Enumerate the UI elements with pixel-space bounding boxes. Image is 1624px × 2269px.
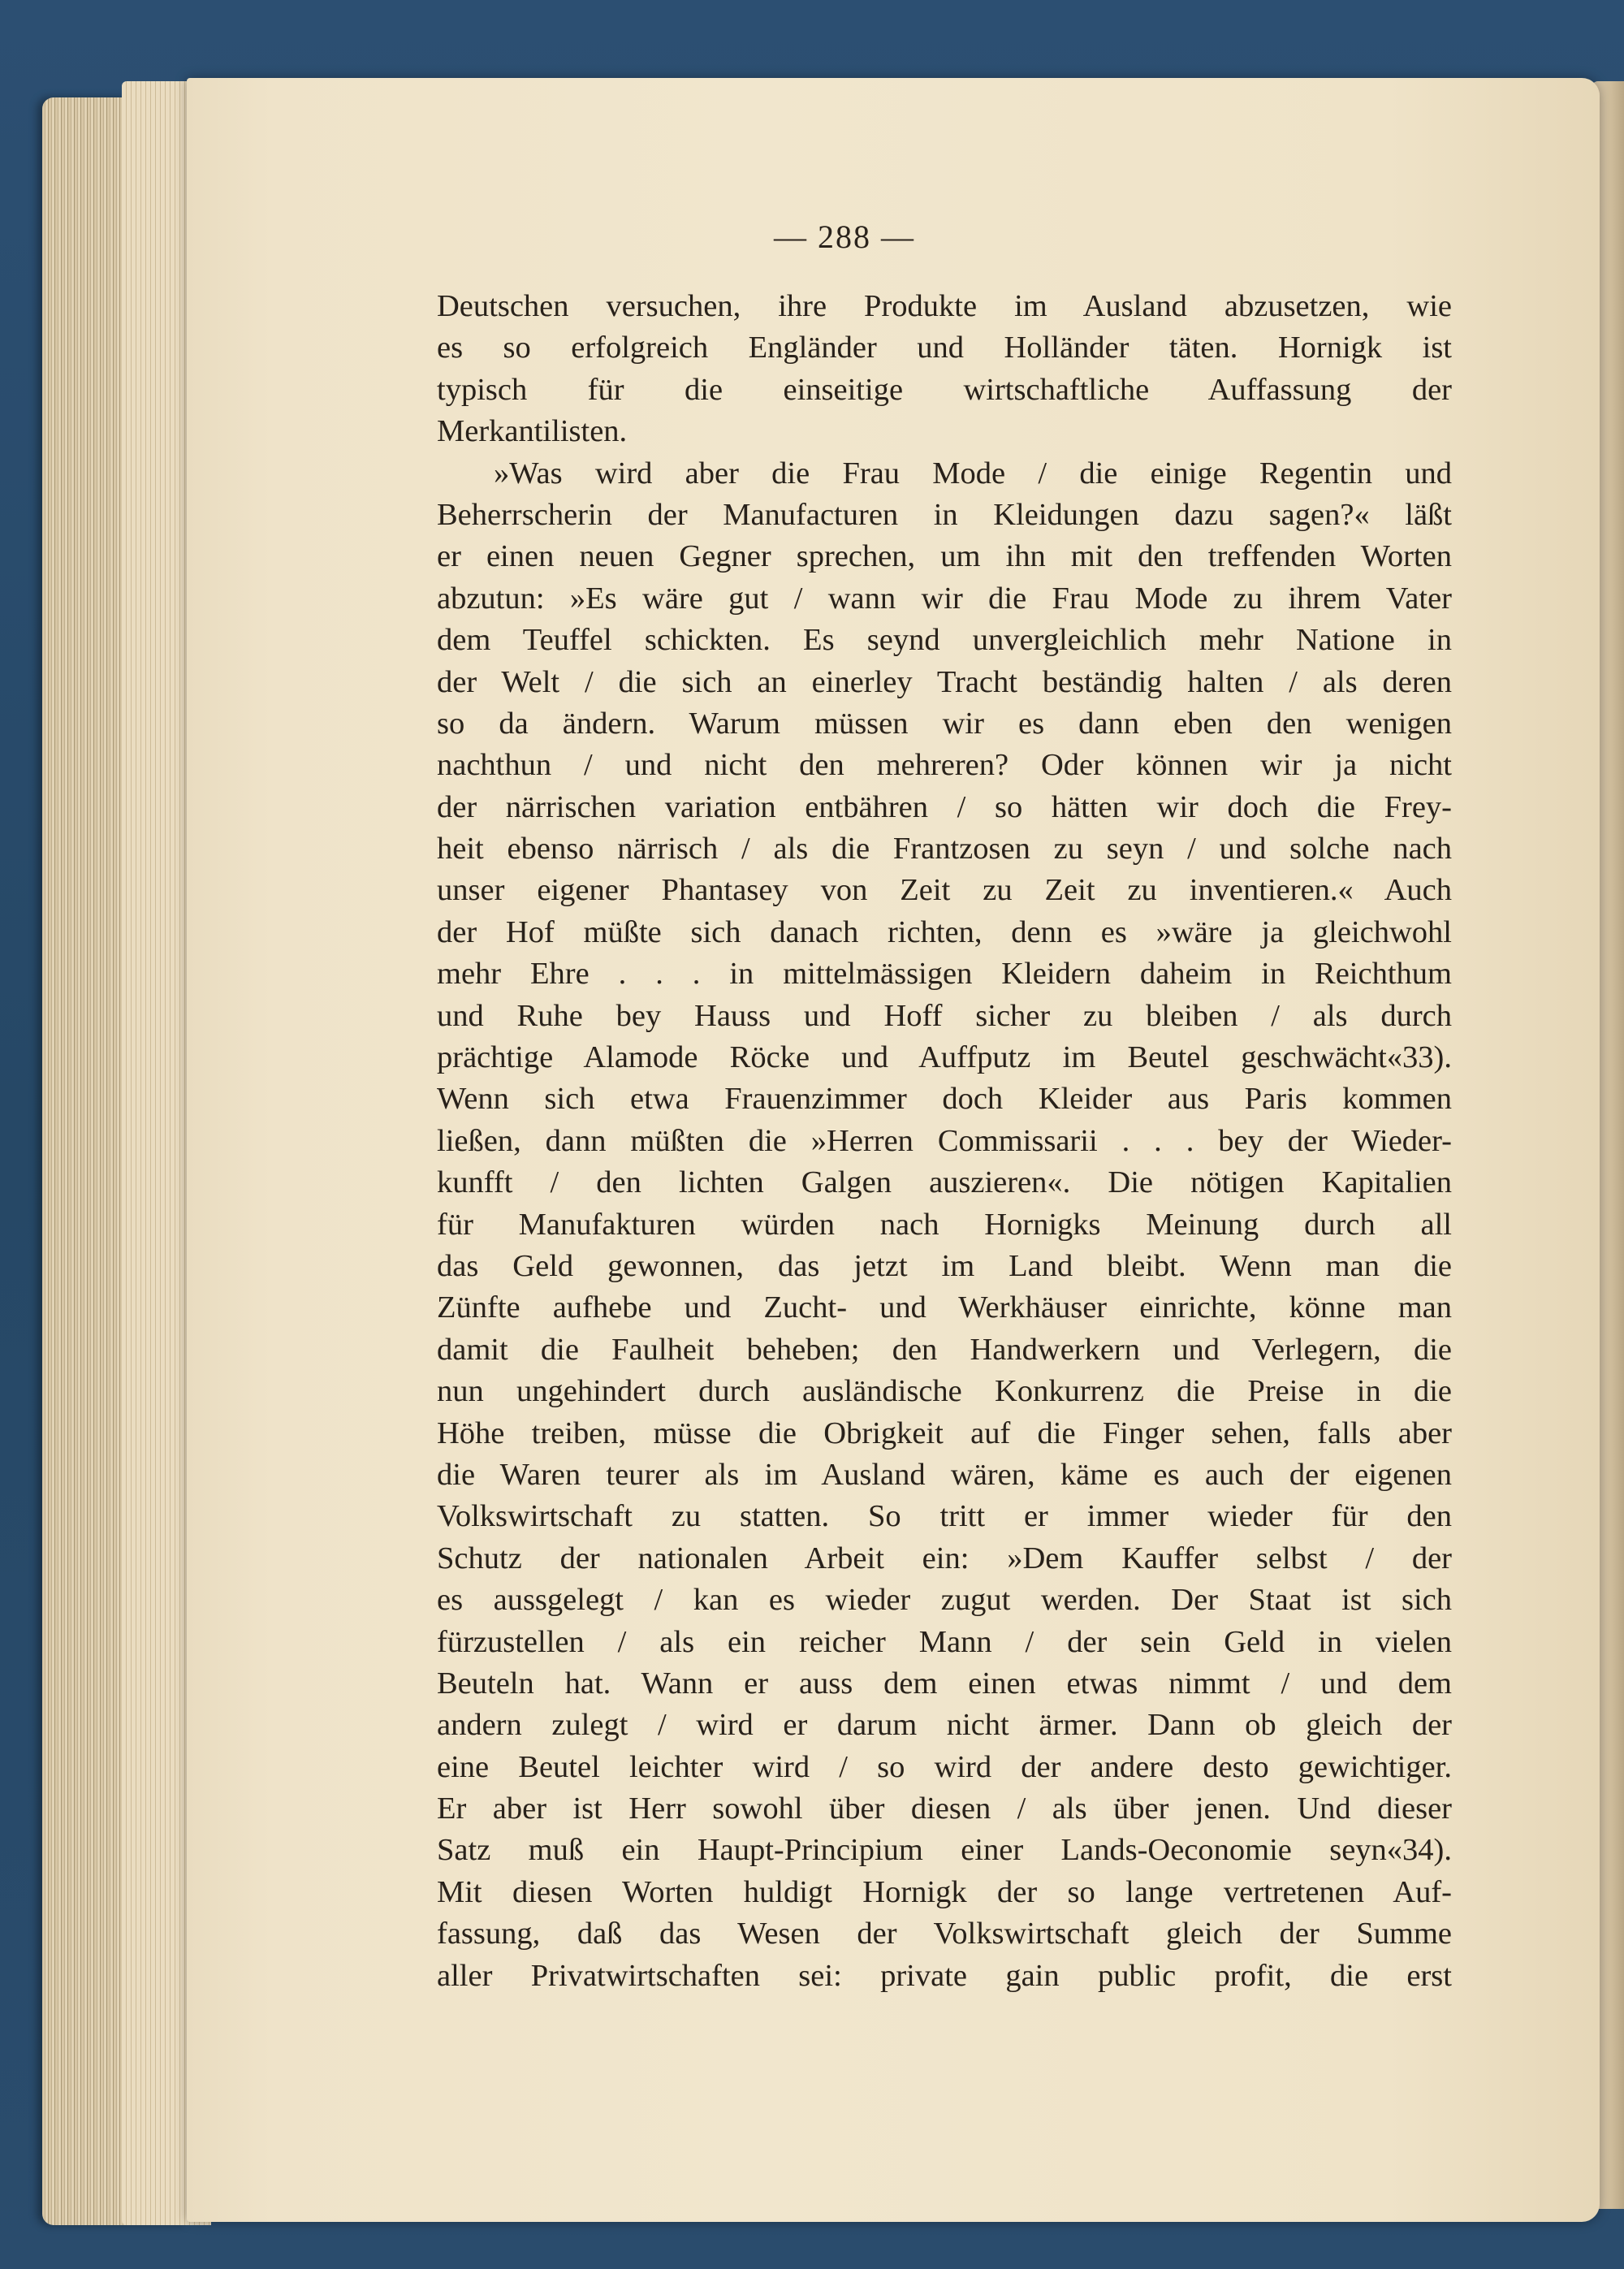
text-line: der Hof müßte sich danach richten, denn es »wäre ja gleichwohl bbox=[437, 914, 1452, 949]
text-line: Beherrscherin der Manufacturen in Kleidungen dazu sagen?« läßt bbox=[437, 497, 1452, 532]
text-line: eine Beutel leichter wird / so wird der andere desto gewichtiger. bbox=[437, 1749, 1452, 1784]
text-line: kunfft / den lichten Galgen auszieren«. Die nötigen Kapitalien bbox=[437, 1165, 1452, 1200]
text-line: und Ruhe bey Hauss und Hoff sicher zu bleiben / als durch bbox=[437, 998, 1452, 1033]
text-line: Schutz der nationalen Arbeit ein: »Dem Kauffer selbst / der bbox=[437, 1541, 1452, 1575]
text-line: Beuteln hat. Wann er auss dem einen etwas nimmt / und dem bbox=[437, 1666, 1452, 1701]
text-line: es aussgelegt / kan es wieder zugut werden. Der Staat ist sich bbox=[437, 1583, 1452, 1618]
text-line: andern zulegt / wird er darum nicht ärmer. Dann ob gleich der bbox=[437, 1708, 1452, 1743]
text-line: damit die Faulheit beheben; den Handwerkern und Verlegern, die bbox=[437, 1332, 1452, 1367]
text-line: prächtige Alamode Röcke und Auffputz im Beutel geschwächt«33). bbox=[437, 1040, 1452, 1075]
text-line: Volkswirtschaft zu statten. So tritt er immer wieder für den bbox=[437, 1499, 1452, 1534]
text-line: unser eigener Phantasey von Zeit zu Zeit zu inventieren.« Auch bbox=[437, 873, 1452, 908]
text-line: fassung, daß das Wesen der Volkswirtschaft gleich der Summe bbox=[437, 1917, 1452, 1951]
text-line: es so erfolgreich Engländer und Holländer täten. Hornigk ist bbox=[437, 331, 1452, 365]
text-line: Er aber ist Herr sowohl über diesen / als über jenen. Und dieser bbox=[437, 1791, 1452, 1826]
body-text bbox=[437, 286, 1452, 1997]
page-number: — 288 — bbox=[774, 218, 915, 255]
text-line: Mit diesen Worten huldigt Hornigk der so lange vertretenen Auf- bbox=[437, 1874, 1452, 1909]
text-line: heit ebenso närrisch / als die Frantzosen zu seyn / und solche nach bbox=[437, 832, 1452, 867]
text-line: Höhe treiben, müsse die Obrigkeit auf die Finger sehen, falls aber bbox=[437, 1415, 1452, 1450]
text-line: der Welt / die sich an einerley Tracht beständig halten / als deren bbox=[437, 664, 1452, 699]
text-line: fürzustellen / als ein reicher Mann / der sein Geld in vielen bbox=[437, 1624, 1452, 1659]
text-line: ließen, dann müßten die »Herren Commissarii . . . bey der Wieder- bbox=[437, 1123, 1452, 1158]
text-line: Merkantilisten. bbox=[437, 414, 628, 449]
text-line: Satz muß ein Haupt-Principium einer Lands-Oeconomie seyn«34). bbox=[437, 1833, 1452, 1868]
text-line: das Geld gewonnen, das jetzt im Land bleibt. Wenn man die bbox=[437, 1248, 1452, 1283]
text-line: so da ändern. Warum müssen wir es dann eben den wenigen bbox=[437, 706, 1452, 741]
text-line: dem Teuffel schickten. Es seynd unvergleichlich mehr Natione in bbox=[437, 623, 1452, 658]
text-line: Zünfte aufhebe und Zucht- und Werkhäuser einrichte, könne man bbox=[437, 1290, 1452, 1325]
text-line: Deutschen versuchen, ihre Produkte im Ausland abzusetzen, wie bbox=[437, 289, 1452, 323]
text-line: Wenn sich etwa Frauenzimmer doch Kleider aus Paris kommen bbox=[437, 1082, 1452, 1117]
text-line: er einen neuen Gegner sprechen, um ihn mit den treffenden Worten bbox=[437, 539, 1452, 574]
text-line: nachthun / und nicht den mehreren? Oder können wir ja nicht bbox=[437, 748, 1452, 783]
text-line: für Manufakturen würden nach Hornigks Meinung durch all bbox=[437, 1207, 1452, 1242]
text-line: die Waren teurer als im Ausland wären, käme es auch der eigenen bbox=[437, 1457, 1452, 1492]
text-line: aller Privatwirtschaften sei: private gain public profit, die erst bbox=[437, 1958, 1452, 1993]
text-line: abzutun: »Es wäre gut / wann wir die Frau Mode zu ihrem Vater bbox=[437, 581, 1452, 616]
text-line: mehr Ehre . . . in mittelmässigen Kleidern daheim in Reichthum bbox=[437, 957, 1452, 992]
text-line: »Was wird aber die Frau Mode / die einige Regentin und bbox=[494, 456, 1452, 491]
text-line: der närrischen variation entbähren / so hätten wir doch die Frey- bbox=[437, 789, 1452, 824]
text-line: typisch für die einseitige wirtschaftliche Auffassung der bbox=[437, 372, 1452, 407]
text-line: nun ungehindert durch ausländische Konkurrenz die Preise in die bbox=[437, 1374, 1452, 1409]
